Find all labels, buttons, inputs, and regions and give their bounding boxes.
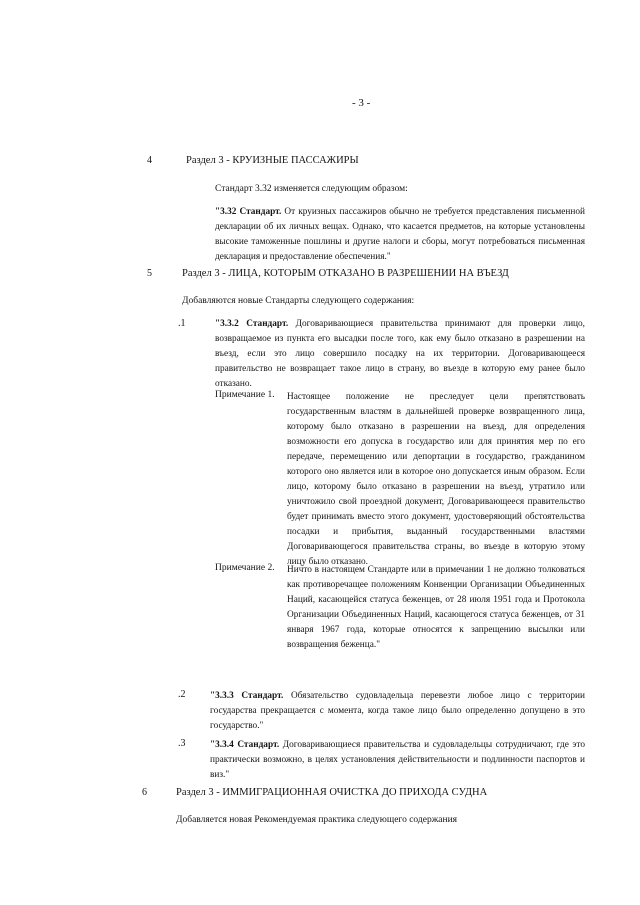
standard-paragraph: [210, 689, 585, 734]
standard-paragraph: [215, 205, 585, 265]
standard-lead: "3.3.4 Стандарт.: [210, 740, 280, 750]
note-text: Настоящее положение не преследует цели препятствовать государственным властям в дальнейшей проверке возвращенного лица, которому было отказано в разрешении на въезд, для определения возможности его допуска в государство или для принятия мер по его передаче, перемещению или депортации в государство, гражданином которого оно является или в которое оно допускается иным образом. Если лицо, которому было отказано в разрешении на въезд, утратило или уничтожило свой проездной документ, Договаривающееся правительство будет принимать вместо этого документ, удостоверяющий обстоятельства посадки и прибытия, выданный государственными властями Договаривающегося правительства страны, во въезде в которую этому лицу было отказано.: [287, 392, 585, 567]
item-number: .2: [178, 689, 186, 700]
standard-paragraph: [215, 317, 585, 392]
section-intro: Добавляется новая Рекомендуемая практика следующего содержания: [176, 815, 458, 825]
standard-body: Обязательство судовладельца перевезти любое лицо с территории государства прекращается с момента, когда такое лицо было определенно допущено в это государство.": [210, 691, 585, 731]
note-label: Примечание 2.: [215, 563, 275, 573]
section-number: 6: [142, 787, 147, 798]
item-number: .3: [178, 738, 186, 749]
standard-body: Договаривающиеся правительства и судовладельцы сотрудничают, где это практически возможно, в целях установления действительности и подлинности паспортов и виз.": [210, 740, 585, 780]
standard-body: От круизных пассажиров обычно не требуется представления письменной декларации об их личных вещах. Однако, что касается предметов, на которые установлены высокие таможенные пошлины и другие налоги и сборы, могут потребоваться письменная декларация и предоставление обеспечения.": [215, 207, 585, 262]
page-number: - 3 -: [352, 97, 371, 109]
section-intro: Стандарт 3.32 изменяется следующим образом:: [215, 184, 408, 194]
section-heading: Раздел 3 - КРУИЗНЫЕ ПАССАЖИРЫ: [186, 155, 359, 166]
section-heading: Раздел 3 - ЛИЦА, КОТОРЫМ ОТКАЗАНО В РАЗРЕШЕНИИ НА ВЪЕЗД: [182, 268, 509, 279]
section-number: 5: [147, 268, 152, 279]
standard-paragraph: [210, 738, 585, 783]
standard-lead: "3.3.2 Стандарт.: [215, 319, 289, 329]
note-label: Примечание 1.: [215, 390, 275, 400]
standard-lead: "3.3.3 Стандарт.: [210, 691, 284, 701]
standard-body: Договаривающиеся правительства принимают для проверки лицо, возвращаемое из пункта его высадки после того, как ему было отказано в разрешении на въезд, если это лицо совершило посадку на их территории. Договаривающееся правительство не возвращает такое лицо в страну, во въезде в которую ему ранее было отказано.: [215, 319, 585, 389]
standard-lead: "3.32 Стандарт.: [215, 207, 282, 217]
section-intro: Добавляются новые Стандарты следующего содержания:: [182, 296, 415, 306]
note-text: Ничто в настоящем Стандарте или в примечании 1 не должно толковаться как противоречащее положениям Конвенции Организации Объединенных Наций, касающейся статуса беженцев, от 28 июля 1951 года и Протокола Организации Объединенных Наций, касающегося статуса беженцев, от 31 января 1967 года, которые относятся к запрещению высылки или возвращения беженца.": [287, 565, 585, 650]
section-heading: Раздел 3 - ИММИГРАЦИОННАЯ ОЧИСТКА ДО ПРИХОДА СУДНА: [176, 787, 488, 798]
item-number: .1: [178, 318, 186, 329]
section-number: 4: [147, 155, 152, 166]
